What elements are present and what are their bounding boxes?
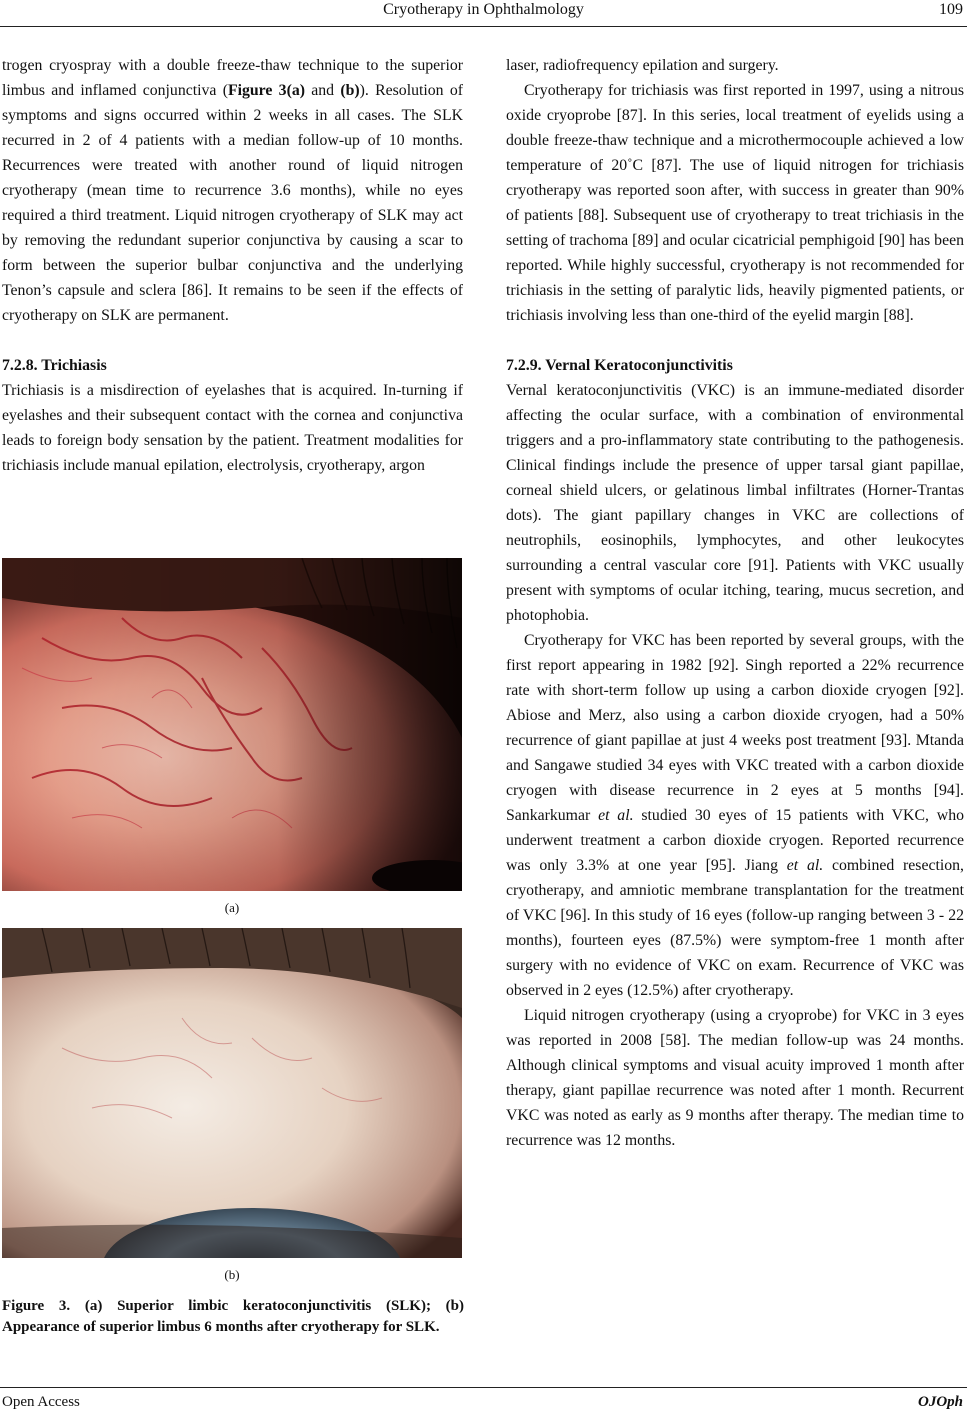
- footer-journal: OJOph: [917, 1394, 963, 1410]
- cryo-trichiasis-paragraph: Cryotherapy for trichiasis was first reported in 1997, using a nitrous oxide cryoprobe [87]. In this series, local treatment of eyelids using a double freeze-thaw technique and a microthermocouple achieved a low temperature of 20˚C [87]. The use of liquid nitrogen for trichiasis cryotherapy was reported soon after, with success in greater than 90% of patients [88]. Subsequent use of cryotherapy to treat trichiasis in the setting of trachoma [89] and ocular cicatricial pemphigoid [90] has been reported. While highly successful, cryotherapy is not recommended for trichiasis in the setting of paralytic lids, heavily pigmented patients, or trichiasis involving less than one-third of the eyelid margin [88].: [506, 82, 964, 324]
- vkc-paragraph: Vernal keratoconjunctivitis (VKC) is an immune-mediated disorder affecting the ocular surface, with a combination of environmental triggers and a pro-inflammatory state contributing to the pathogenesis. Clinical findings include the presence of upper tarsal giant papillae, corneal shield ulcers, or gelatinous limbal infiltrates (Horner-Trantas dots). The giant papillary changes in VKC are collections of neutrophils, eosinophils, lymphocytes, and other leukocytes surrounding a central vascular core [91]. Patients with VKC usually present with symptoms of ocular itching, tearing, mucus secretion, and photophobia.: [506, 382, 964, 624]
- figure-3b-image: [2, 928, 462, 1258]
- running-title: Cryotherapy in Ophthalmology: [383, 1, 584, 18]
- vkc-cryo-paragraph: Cryotherapy for VKC has been reported by several groups, with the first report appearing in 1982 [92]. Singh reported a 22% recurrence rate with short-term follow up using a carbon dioxide cryogen [92]. Abiose and Merz, also using a carbon dioxide cryogen, had a 50% recurrence of giant papillae at just 4 weeks post treatment [93]. Mtanda and Sangawe studied 34 eyes with VKC treated with a carbon dioxide cryogen with disease recurrence in 2 eyes at 5 months [94]. Sankarkumar et al. studied 30 eyes of 15 patients with VKC, who underwent treatment a carbon dioxide cryogen. Reported recurrence was only 3.3% at one year [95]. Jiang et al. combined resection, cryotherapy, and amniotic membrane transplantation for the treatment of VKC [96]. In this study of 16 eyes (follow-up ranging between 3 - 22 months), fourteen eyes (87.5%) were symptom-free 1 month after surgery with no evidence of VKC on exam. Recurrence of VKC was observed in 2 eyes (12.5%) after cryotherapy.: [506, 632, 964, 999]
- footer-rule: [0, 1387, 967, 1388]
- slk-paragraph: trogen cryospray with a double freeze-thaw technique to the superior limbus and inflamed conjunctiva (Figure 3(a) and (b)). Resolution of symptoms and signs occurred within 2 weeks in all cases. The SLK recurred in 2 of 4 patients with a median follow-up of 10 months. Recurrences were treated with another round of liquid nitrogen cryotherapy (mean time to recurrence 3.6 months), while no eyes required a third treatment. Liquid nitrogen cryotherapy of SLK may act by removing the redundant superior conjunctiva by causing a scar to form between the superior bulbar conjunctiva and the underlying Tenon’s capsule and sclera [86]. It remains to be seen if the effects of cryotherapy on SLK are permanent.: [2, 57, 463, 324]
- right-column: [506, 53, 964, 1153]
- left-column: [2, 53, 463, 478]
- liquid-nitrogen-paragraph: Liquid nitrogen cryotherapy (using a cryoprobe) for VKC in 3 eyes was reported in 2008 [58]. The median follow-up was 24 months. Although clinical symptoms and visual acuity improved 1 month after therapy, giant papillae recurrence was noted after 1 month. Recurrent VKC was noted as early as 9 months after therapy. The median time to recurrence was 12 months.: [506, 1007, 964, 1149]
- figure-ref-3a: Figure 3(a): [227, 82, 305, 99]
- figure-caption: Figure 3. (a) Superior limbic keratoconjunctivitis (SLK); (b) Appearance of superior limbus 6 months after cryotherapy for SLK.: [2, 1298, 464, 1335]
- figure-3a-label: (a): [224, 900, 240, 915]
- header-rule: [0, 26, 967, 27]
- figure-3b-label: (b): [224, 1267, 240, 1282]
- figure-3a-image: [2, 558, 462, 891]
- trichiasis-paragraph: Trichiasis is a misdirection of eyelashes that is acquired. In-turning if eyelashes and their subsequent contact with the cornea and conjunctiva leads to foreign body sensation by the patient. Treatment modalities for trichiasis include manual epilation, electrolysis, cryotherapy, argon: [2, 382, 463, 474]
- trichiasis-continuation: laser, radiofrequency epilation and surgery.: [506, 57, 779, 74]
- footer-open-access: Open Access: [2, 1394, 80, 1410]
- page-number: 109: [939, 1, 963, 18]
- page-header: [0, 0, 967, 40]
- figure-ref-3b: (b): [340, 82, 360, 99]
- heading-trichiasis: 7.2.8. Trichiasis: [2, 357, 107, 374]
- heading-vkc: 7.2.9. Vernal Keratoconjunctivitis: [506, 357, 733, 374]
